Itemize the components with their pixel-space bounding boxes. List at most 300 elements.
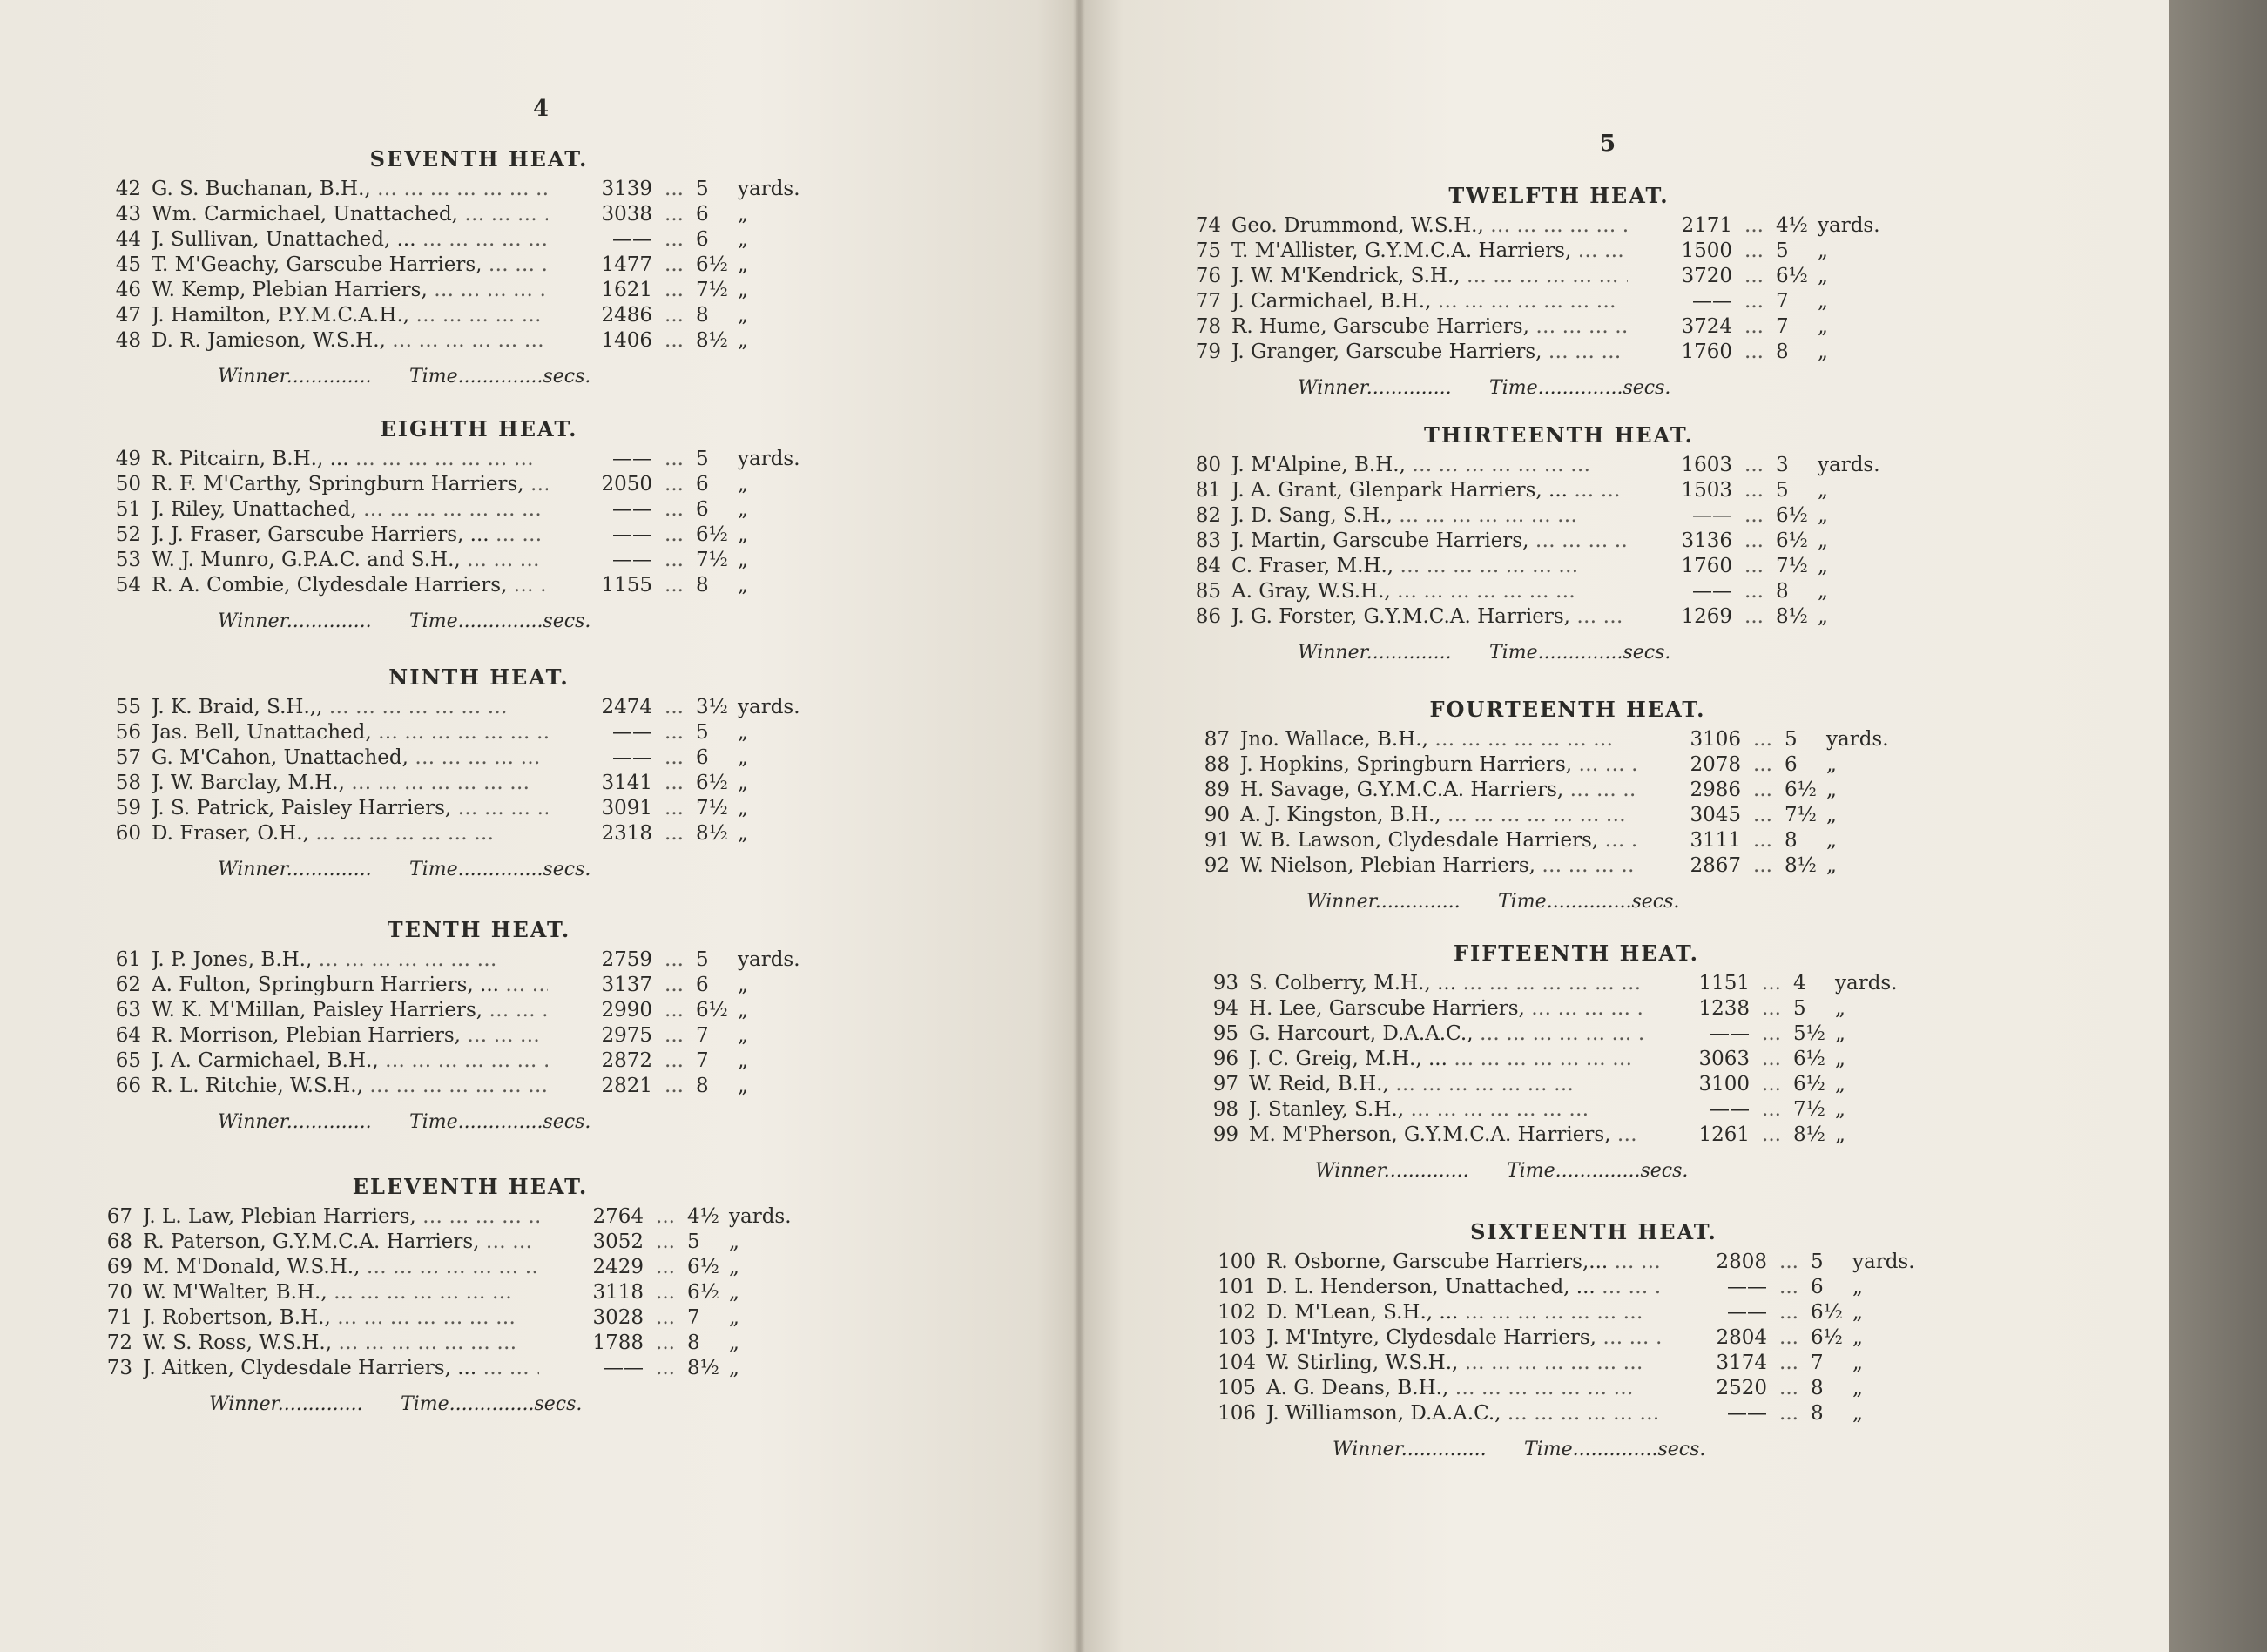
heat-title: FOURTEENTH HEAT. bbox=[1429, 697, 1706, 722]
handicap-unit: yards. bbox=[1818, 454, 1880, 476]
entry-number: 100 bbox=[1218, 1251, 1256, 1273]
handicap: 8 bbox=[1811, 1402, 1824, 1425]
runner-time: 1500 bbox=[1681, 239, 1732, 262]
leader-dots: ... bbox=[1744, 239, 1764, 262]
handicap-unit: „ bbox=[738, 304, 748, 327]
leader-dots: ... bbox=[1744, 479, 1764, 502]
entry-row bbox=[1167, 340, 1951, 365]
handicap-unit: „ bbox=[1852, 1326, 1863, 1349]
runner-name: T. M'Allister, G.Y.M.C.A. Harriers, … … … … … … … bbox=[1231, 239, 1628, 264]
runner-time: 3720 bbox=[1681, 265, 1732, 287]
time-blank: Time..............secs. bbox=[1489, 642, 1671, 664]
leader-dots: ... bbox=[665, 203, 684, 226]
entry-number: 78 bbox=[1195, 315, 1221, 338]
entry-number: 60 bbox=[115, 822, 141, 845]
handicap: 8½ bbox=[696, 329, 728, 352]
handicap-unit: „ bbox=[738, 797, 748, 819]
runner-name: J. K. Braid, S.H.,, … … … … … … … bbox=[152, 695, 548, 720]
leader-dots: ... bbox=[1762, 1048, 1781, 1070]
handicap: 5 bbox=[696, 721, 709, 744]
entry-number: 77 bbox=[1195, 290, 1221, 313]
leader-dots: ... bbox=[1744, 529, 1764, 552]
handicap-unit: „ bbox=[1826, 753, 1837, 776]
handicap-unit: „ bbox=[1835, 1022, 1845, 1045]
entry-row bbox=[1167, 478, 1951, 503]
entry-number: 82 bbox=[1195, 504, 1221, 527]
leader-dots: ... bbox=[1744, 290, 1764, 313]
handicap-unit: „ bbox=[729, 1231, 739, 1253]
entry-number: 79 bbox=[1195, 341, 1221, 363]
runner-time: —— bbox=[612, 721, 652, 744]
entry-number: 85 bbox=[1195, 580, 1221, 603]
entry-row bbox=[1184, 1123, 1968, 1148]
runner-name: R. F. M'Carthy, Springburn Harriers, … … … … … … … bbox=[152, 472, 548, 497]
handicap: 6 bbox=[696, 746, 709, 769]
time-blank: Time..............secs. bbox=[1524, 1439, 1706, 1460]
entry-row bbox=[78, 1255, 862, 1280]
entry-row bbox=[87, 497, 871, 523]
entry-row bbox=[1167, 213, 1951, 239]
entry-number: 86 bbox=[1195, 605, 1221, 628]
handicap-unit: „ bbox=[1826, 804, 1837, 826]
handicap: 6½ bbox=[696, 523, 728, 546]
handicap-unit: „ bbox=[738, 721, 748, 744]
winner-blank: Winner.............. bbox=[218, 859, 372, 880]
runner-time: 2872 bbox=[601, 1049, 652, 1072]
handicap: 6 bbox=[696, 473, 709, 496]
entry-number: 46 bbox=[115, 279, 141, 301]
entry-row bbox=[1167, 289, 1951, 314]
entry-row bbox=[1176, 727, 1960, 752]
handicap-unit: „ bbox=[1818, 580, 1828, 603]
runner-name: G. S. Buchanan, B.H., … … … … … … … bbox=[152, 177, 548, 202]
handicap-unit: „ bbox=[738, 822, 748, 845]
handicap-unit: „ bbox=[1818, 605, 1828, 628]
entry-number: 93 bbox=[1212, 972, 1238, 995]
entry-number: 105 bbox=[1218, 1377, 1256, 1399]
entry-number: 56 bbox=[115, 721, 141, 744]
runner-name: W. B. Lawson, Clydesdale Harriers, … … … … … … … bbox=[1240, 828, 1636, 853]
runner-time: 2990 bbox=[601, 999, 652, 1022]
entry-row bbox=[87, 821, 871, 846]
runner-time: —— bbox=[1710, 1022, 1750, 1045]
entry-number: 43 bbox=[115, 203, 141, 226]
leader-dots: ... bbox=[1762, 997, 1781, 1020]
leader-dots: ... bbox=[665, 178, 684, 200]
entry-row bbox=[87, 548, 871, 573]
runner-time: —— bbox=[612, 746, 652, 769]
runner-name: J. L. Law, Plebian Harriers, … … … … … … … bbox=[143, 1204, 539, 1230]
entry-row bbox=[78, 1331, 862, 1356]
handicap: 4 bbox=[1793, 972, 1806, 995]
runner-time: —— bbox=[1727, 1301, 1767, 1324]
handicap-unit: „ bbox=[1818, 315, 1828, 338]
leader-dots: ... bbox=[656, 1357, 675, 1379]
handicap: 5½ bbox=[1793, 1022, 1825, 1045]
runner-name: J. Hamilton, P.Y.M.C.A.H., … … … … … … … bbox=[152, 303, 548, 328]
runner-time: 3052 bbox=[592, 1231, 644, 1253]
runner-time: 1261 bbox=[1698, 1123, 1750, 1146]
handicap: 5 bbox=[696, 948, 709, 971]
handicap: 6 bbox=[696, 228, 709, 251]
leader-dots: ... bbox=[665, 473, 684, 496]
runner-name: Geo. Drummond, W.S.H., … … … … … … … bbox=[1231, 213, 1628, 239]
entry-number: 80 bbox=[1195, 454, 1221, 476]
runner-time: 3137 bbox=[601, 974, 652, 996]
runner-time: 2078 bbox=[1690, 753, 1741, 776]
entry-row bbox=[1184, 1072, 1968, 1097]
handicap-unit: „ bbox=[1852, 1377, 1863, 1399]
runner-time: —— bbox=[612, 498, 652, 521]
leader-dots: ... bbox=[656, 1306, 675, 1329]
heat-title: SIXTEENTH HEAT. bbox=[1470, 1219, 1717, 1244]
table-surface bbox=[2169, 0, 2267, 1652]
handicap: 8 bbox=[1811, 1377, 1824, 1399]
entry-row bbox=[87, 573, 871, 598]
runner-time: 1503 bbox=[1681, 479, 1732, 502]
handicap: 8 bbox=[696, 1075, 709, 1097]
entry-row bbox=[1167, 453, 1951, 478]
time-blank: Time..............secs. bbox=[1498, 891, 1680, 913]
entry-number: 59 bbox=[115, 797, 141, 819]
runner-time: 1238 bbox=[1698, 997, 1750, 1020]
handicap: 6½ bbox=[1811, 1301, 1843, 1324]
runner-name: D. R. Jamieson, W.S.H., … … … … … … … bbox=[152, 328, 548, 354]
entry-number: 48 bbox=[115, 329, 141, 352]
handicap-unit: „ bbox=[1852, 1301, 1863, 1324]
handicap-unit: „ bbox=[738, 772, 748, 794]
heat-section bbox=[1167, 422, 1951, 664]
handicap-unit: „ bbox=[738, 1075, 748, 1097]
entry-number: 75 bbox=[1195, 239, 1221, 262]
handicap: 7½ bbox=[1793, 1098, 1825, 1121]
handicap: 3 bbox=[1776, 454, 1789, 476]
heat-title: FIFTEENTH HEAT. bbox=[1454, 941, 1699, 966]
handicap-unit: yards. bbox=[738, 448, 800, 470]
entry-row bbox=[87, 328, 871, 354]
entry-row bbox=[87, 998, 871, 1023]
handicap-unit: „ bbox=[1818, 479, 1828, 502]
runner-time: 2474 bbox=[601, 696, 652, 718]
entry-number: 53 bbox=[115, 549, 141, 571]
handicap: 7½ bbox=[696, 279, 728, 301]
runner-name: S. Colberry, M.H., ... … … … … … … … bbox=[1249, 971, 1645, 996]
runner-name: J. M'Alpine, B.H., … … … … … … … bbox=[1231, 453, 1628, 478]
runner-name: G. M'Cahon, Unattached, … … … … … … … bbox=[152, 745, 548, 771]
leader-dots: ... bbox=[1762, 1022, 1781, 1045]
entry-number: 74 bbox=[1195, 214, 1221, 237]
runner-name: A. G. Deans, B.H., … … … … … … … bbox=[1266, 1376, 1663, 1401]
runner-name: J. Carmichael, B.H., … … … … … … … bbox=[1231, 289, 1628, 314]
handicap-unit: „ bbox=[1835, 997, 1845, 1020]
runner-time: —— bbox=[604, 1357, 644, 1379]
runner-time: 2318 bbox=[601, 822, 652, 845]
leader-dots: ... bbox=[1744, 341, 1764, 363]
heat-result-line bbox=[1176, 891, 1960, 913]
handicap: 5 bbox=[1793, 997, 1806, 1020]
entry-row bbox=[87, 303, 871, 328]
runner-time: 1621 bbox=[601, 279, 652, 301]
entry-row bbox=[87, 177, 871, 202]
runner-time: 3063 bbox=[1698, 1048, 1750, 1070]
handicap-unit: „ bbox=[1826, 779, 1837, 801]
runner-name: J. Martin, Garscube Harriers, … … … … … … … bbox=[1231, 529, 1628, 554]
handicap-unit: „ bbox=[738, 253, 748, 276]
handicap: 6 bbox=[696, 974, 709, 996]
handicap-unit: „ bbox=[738, 746, 748, 769]
runner-name: J. Williamson, D.A.A.C., … … … … … … … bbox=[1266, 1401, 1663, 1426]
runner-time: 3111 bbox=[1690, 829, 1741, 852]
entry-number: 63 bbox=[115, 999, 141, 1022]
runner-time: 1155 bbox=[601, 574, 652, 597]
entry-number: 96 bbox=[1212, 1048, 1238, 1070]
entry-number: 81 bbox=[1195, 479, 1221, 502]
entry-number: 54 bbox=[115, 574, 141, 597]
heat-section bbox=[78, 1174, 862, 1415]
handicap-unit: „ bbox=[738, 203, 748, 226]
handicap: 7½ bbox=[696, 549, 728, 571]
runner-time: 2050 bbox=[601, 473, 652, 496]
entry-row bbox=[87, 973, 871, 998]
handicap-unit: „ bbox=[1835, 1123, 1845, 1146]
heat-section bbox=[87, 416, 871, 632]
leader-dots: ... bbox=[656, 1332, 675, 1354]
entry-row bbox=[1202, 1401, 1986, 1426]
leader-dots: ... bbox=[1744, 214, 1764, 237]
handicap-unit: „ bbox=[738, 523, 748, 546]
entry-number: 97 bbox=[1212, 1073, 1238, 1096]
leader-dots: ... bbox=[1744, 555, 1764, 577]
entry-number: 92 bbox=[1204, 854, 1230, 877]
handicap: 5 bbox=[1776, 239, 1789, 262]
leader-dots: ... bbox=[665, 279, 684, 301]
handicap-unit: yards. bbox=[729, 1205, 792, 1228]
winner-blank: Winner.............. bbox=[218, 1111, 372, 1133]
runner-name: J. A. Carmichael, B.H., … … … … … … … bbox=[152, 1049, 548, 1074]
entry-number: 89 bbox=[1204, 779, 1230, 801]
winner-blank: Winner.............. bbox=[1298, 642, 1452, 664]
entry-number: 73 bbox=[106, 1357, 132, 1379]
entry-row bbox=[1184, 1047, 1968, 1072]
heat-title: ELEVENTH HEAT. bbox=[352, 1174, 589, 1199]
runner-time: 2429 bbox=[592, 1256, 644, 1278]
runner-name: J. W. Barclay, M.H., … … … … … … … bbox=[152, 771, 548, 796]
leader-dots: ... bbox=[656, 1256, 675, 1278]
runner-name: W. S. Ross, W.S.H., … … … … … … … bbox=[143, 1331, 539, 1356]
entry-number: 72 bbox=[106, 1332, 132, 1354]
entry-row bbox=[87, 771, 871, 796]
leader-dots: ... bbox=[1753, 753, 1772, 776]
entry-row bbox=[87, 447, 871, 472]
handicap-unit: „ bbox=[1818, 265, 1828, 287]
handicap: 8 bbox=[696, 574, 709, 597]
handicap: 6 bbox=[696, 203, 709, 226]
runner-name: J. Granger, Garscube Harriers, … … … … … … … bbox=[1231, 340, 1628, 365]
handicap: 8 bbox=[1776, 341, 1789, 363]
leader-dots: ... bbox=[665, 1049, 684, 1072]
runner-name: W. K. M'Millan, Paisley Harriers, … … … … … … … bbox=[152, 998, 548, 1023]
handicap: 5 bbox=[687, 1231, 700, 1253]
entry-row bbox=[78, 1280, 862, 1305]
runner-name: G. Harcourt, D.A.A.C., … … … … … … … bbox=[1249, 1022, 1645, 1047]
leader-dots: ... bbox=[665, 772, 684, 794]
leader-dots: ... bbox=[665, 304, 684, 327]
entry-number: 51 bbox=[115, 498, 141, 521]
handicap-unit: „ bbox=[1818, 239, 1828, 262]
entry-row bbox=[87, 1074, 871, 1099]
runner-name: C. Fraser, M.H., … … … … … … … bbox=[1231, 554, 1628, 579]
entry-number: 55 bbox=[115, 696, 141, 718]
heat-result-line bbox=[1167, 377, 1951, 399]
runner-time: 3136 bbox=[1681, 529, 1732, 552]
handicap-unit: „ bbox=[729, 1281, 739, 1304]
leader-dots: ... bbox=[656, 1231, 675, 1253]
runner-name: R. Pitcairn, B.H., ... … … … … … … … bbox=[152, 447, 548, 472]
runner-time: 3118 bbox=[592, 1281, 644, 1304]
entry-row bbox=[1202, 1376, 1986, 1401]
entry-number: 45 bbox=[115, 253, 141, 276]
leader-dots: ... bbox=[1779, 1352, 1798, 1374]
handicap-unit: „ bbox=[1852, 1276, 1863, 1298]
heat-result-line bbox=[78, 1393, 862, 1415]
entry-row bbox=[87, 253, 871, 278]
runner-time: —— bbox=[1710, 1098, 1750, 1121]
handicap: 6½ bbox=[1793, 1048, 1825, 1070]
handicap: 8 bbox=[687, 1332, 700, 1354]
entry-row bbox=[87, 720, 871, 745]
entry-row bbox=[1176, 853, 1960, 879]
runner-name: R. Osborne, Garscube Harriers,... … … … … … … … bbox=[1266, 1250, 1663, 1275]
handicap: 6½ bbox=[1776, 529, 1808, 552]
entry-row bbox=[1167, 554, 1951, 579]
leader-dots: ... bbox=[665, 1075, 684, 1097]
runner-time: 2804 bbox=[1716, 1326, 1767, 1349]
heat-section bbox=[87, 146, 871, 388]
runner-time: 3141 bbox=[601, 772, 652, 794]
time-blank: Time..............secs. bbox=[409, 1111, 591, 1133]
leader-dots: ... bbox=[665, 228, 684, 251]
heat-title: TENTH HEAT. bbox=[387, 917, 571, 942]
handicap: 6½ bbox=[1811, 1326, 1843, 1349]
leader-dots: ... bbox=[1762, 1123, 1781, 1146]
right-page bbox=[1080, 0, 2169, 1652]
heat-section bbox=[1184, 941, 1968, 1182]
runner-time: 3724 bbox=[1681, 315, 1732, 338]
left-page bbox=[0, 0, 1080, 1652]
entry-number: 70 bbox=[106, 1281, 132, 1304]
runner-name: J. J. Fraser, Garscube Harriers, ... … … … … … … … bbox=[152, 523, 548, 548]
entry-number: 101 bbox=[1218, 1276, 1256, 1298]
leader-dots: ... bbox=[1753, 728, 1772, 751]
entry-number: 84 bbox=[1195, 555, 1221, 577]
runner-time: 1603 bbox=[1681, 454, 1732, 476]
heat-result-line bbox=[87, 1111, 871, 1133]
winner-blank: Winner.............. bbox=[1333, 1439, 1487, 1460]
runner-name: J. P. Jones, B.H., … … … … … … … bbox=[152, 947, 548, 973]
entry-row bbox=[78, 1356, 862, 1381]
runner-name: W. Stirling, W.S.H., … … … … … … … bbox=[1266, 1351, 1663, 1376]
handicap: 6 bbox=[1785, 753, 1798, 776]
entry-row bbox=[87, 947, 871, 973]
leader-dots: ... bbox=[1762, 1073, 1781, 1096]
runner-time: 1477 bbox=[601, 253, 652, 276]
runner-name: D. Fraser, O.H., … … … … … … … bbox=[152, 821, 548, 846]
runner-time: 1406 bbox=[601, 329, 652, 352]
handicap: 8½ bbox=[1793, 1123, 1825, 1146]
runner-time: 2759 bbox=[601, 948, 652, 971]
entry-row bbox=[1176, 778, 1960, 803]
entry-number: 44 bbox=[115, 228, 141, 251]
leader-dots: ... bbox=[1762, 972, 1781, 995]
runner-time: 1788 bbox=[592, 1332, 644, 1354]
entry-row bbox=[87, 745, 871, 771]
runner-name: M. M'Pherson, G.Y.M.C.A. Harriers, … … … … … … … bbox=[1249, 1123, 1645, 1148]
runner-time: 2520 bbox=[1716, 1377, 1767, 1399]
page-number: 4 bbox=[533, 96, 550, 122]
entry-row bbox=[87, 1023, 871, 1049]
handicap: 6½ bbox=[1785, 779, 1817, 801]
runner-name: J. Stanley, S.H., … … … … … … … bbox=[1249, 1097, 1645, 1123]
leader-dots: ... bbox=[1779, 1326, 1798, 1349]
entry-number: 83 bbox=[1195, 529, 1221, 552]
book-gutter bbox=[1073, 0, 1085, 1652]
runner-name: W. J. Munro, G.P.A.C. and S.H., … … … … … … … bbox=[152, 548, 548, 573]
runner-name: J. C. Greig, M.H., ... … … … … … … … bbox=[1249, 1047, 1645, 1072]
entry-row bbox=[78, 1204, 862, 1230]
leader-dots: ... bbox=[1744, 504, 1764, 527]
time-blank: Time..............secs. bbox=[409, 366, 591, 388]
handicap: 6 bbox=[696, 498, 709, 521]
entry-row bbox=[1176, 828, 1960, 853]
time-blank: Time..............secs. bbox=[1507, 1160, 1689, 1182]
runner-name: T. M'Geachy, Garscube Harriers, … … … … … … … bbox=[152, 253, 548, 278]
heat-result-line bbox=[87, 366, 871, 388]
handicap: 7 bbox=[687, 1306, 700, 1329]
entry-number: 58 bbox=[115, 772, 141, 794]
entry-row bbox=[87, 523, 871, 548]
handicap: 5 bbox=[1785, 728, 1798, 751]
handicap: 7 bbox=[1776, 315, 1789, 338]
handicap-unit: „ bbox=[738, 473, 748, 496]
entry-number: 50 bbox=[115, 473, 141, 496]
entry-row bbox=[87, 1049, 871, 1074]
runner-time: 1269 bbox=[1681, 605, 1732, 628]
runner-time: 2808 bbox=[1716, 1251, 1767, 1273]
handicap: 8½ bbox=[1785, 854, 1817, 877]
handicap: 6½ bbox=[696, 999, 728, 1022]
entry-number: 62 bbox=[115, 974, 141, 996]
handicap-unit: „ bbox=[1835, 1098, 1845, 1121]
runner-time: 2975 bbox=[601, 1024, 652, 1047]
handicap: 6½ bbox=[1793, 1073, 1825, 1096]
entry-row bbox=[1167, 503, 1951, 529]
entry-row bbox=[78, 1230, 862, 1255]
handicap: 6½ bbox=[696, 772, 728, 794]
time-blank: Time..............secs. bbox=[409, 859, 591, 880]
handicap: 7 bbox=[696, 1049, 709, 1072]
leader-dots: ... bbox=[665, 822, 684, 845]
heat-result-line bbox=[87, 859, 871, 880]
heat-section bbox=[1176, 697, 1960, 913]
handicap: 8 bbox=[1785, 829, 1798, 852]
entry-number: 102 bbox=[1218, 1301, 1256, 1324]
handicap: 6½ bbox=[1776, 504, 1808, 527]
entry-row bbox=[87, 202, 871, 227]
handicap-unit: yards. bbox=[1818, 214, 1880, 237]
entry-number: 65 bbox=[115, 1049, 141, 1072]
entry-row bbox=[87, 472, 871, 497]
handicap: 4½ bbox=[1776, 214, 1808, 237]
